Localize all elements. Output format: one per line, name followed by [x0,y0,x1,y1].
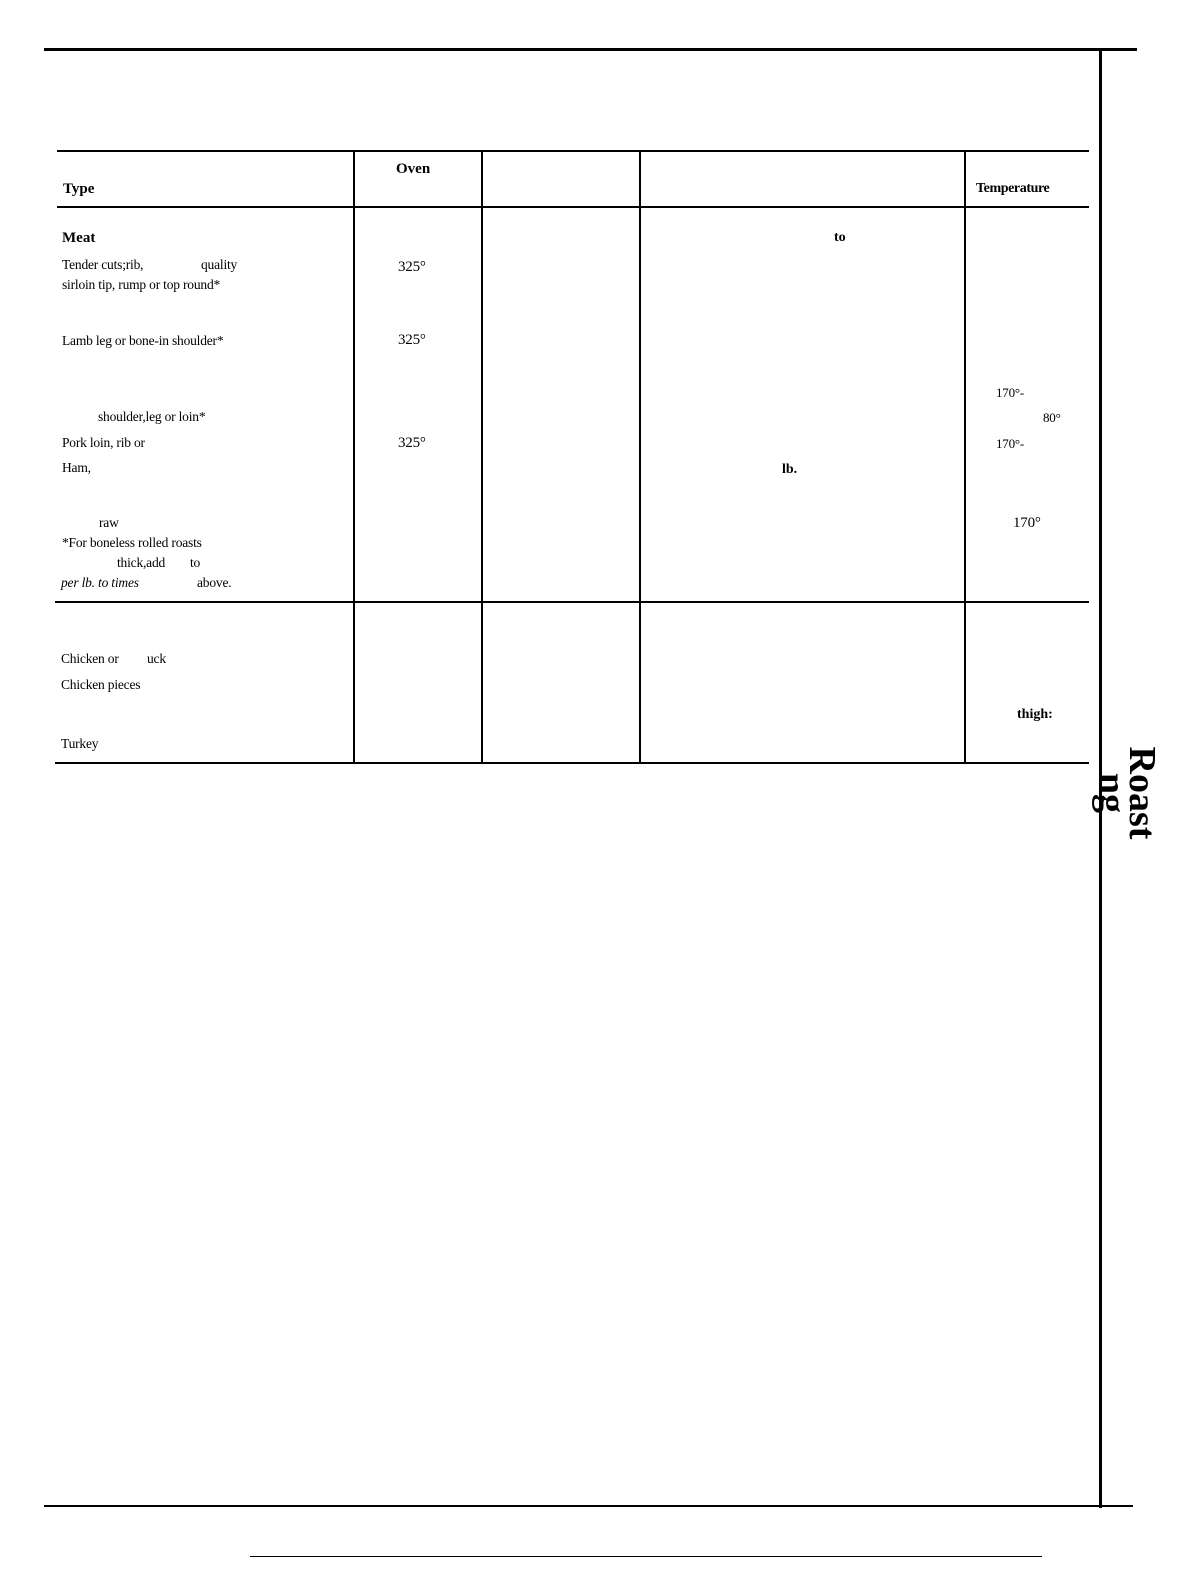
section-tab-title: Roast ng [1091,746,1163,840]
poultry-row-thigh-temp: thigh: [1017,707,1053,722]
header-type: Type [63,181,95,197]
footer-rule [250,1556,1042,1557]
footnote-line3: per lb. to times [61,575,139,590]
poultry-row-chicken-type: Chicken or [61,651,119,666]
meat-row-raw-temp: 170° [1013,515,1041,531]
meat-row-tender-line1: Tender cuts;rib, [62,257,144,272]
meat-row-lamb-oven: 325° [398,332,426,348]
footnote-line3b: above. [197,575,232,590]
meat-row-veal-temp-b: 80° [1043,410,1061,425]
table-top-rule [57,150,1089,152]
meat-row-veal-type: shoulder,leg or loin* [98,409,206,424]
header-temperature: Temperature [976,181,1050,196]
meat-row-pork-oven: 325° [398,435,426,451]
poultry-row-turkey-type: Turkey [61,736,99,751]
table-header-rule [57,206,1089,208]
header-oven: Oven [396,161,431,177]
poultry-row-chicken-type-b: uck [147,651,166,666]
meat-row-tender-oven: 325° [398,259,426,275]
meat-row-lamb-type: Lamb leg or bone-in shoulder* [62,333,224,348]
footnote-line2: thick,add [117,555,166,570]
meat-row-ham-type: Ham, [62,460,91,475]
col-divider-3 [639,150,641,763]
footnote-line1: *For boneless rolled roasts [62,535,202,550]
meat-row-tender-line2: sirloin tip, rump or top round* [62,277,221,292]
col-divider-4 [964,150,966,763]
col-divider-1 [353,150,355,763]
meat-row-ham-note: lb. [782,462,798,477]
footnote-line2b: to [190,555,201,570]
meat-row-veal-temp-a: 170°- [996,385,1025,400]
bottom-rule [44,1505,1133,1507]
table-section-rule [55,601,1089,603]
meat-row-tender-quality: quality [201,257,238,272]
top-rule [44,48,1137,51]
meat-row-pork-type: Pork loin, rib or [62,435,145,450]
col-divider-2 [481,150,483,763]
table-bottom-rule [55,762,1089,764]
meat-note-to: to [834,230,846,245]
poultry-row-pieces-type: Chicken pieces [61,677,141,692]
meat-heading: Meat [62,230,96,246]
meat-row-pork-temp: 170°- [996,436,1025,451]
meat-row-raw-type: raw [99,515,119,530]
